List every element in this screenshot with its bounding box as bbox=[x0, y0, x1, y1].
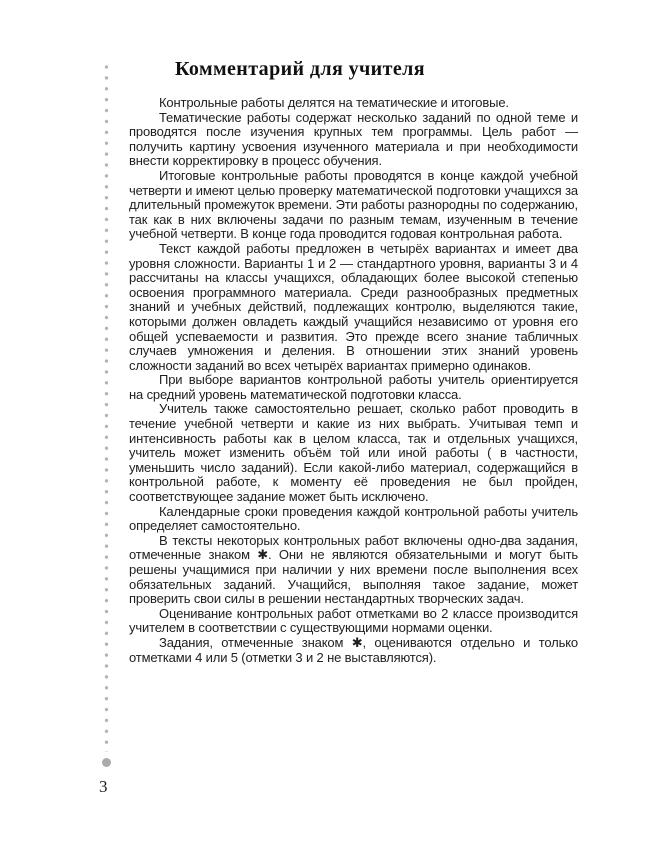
paragraph: Календарные сроки проведения каждой контрольной работы учитель определяет самостоятельно. bbox=[129, 503, 578, 534]
paragraph: Контрольные работы делятся на тематические и итоговые. bbox=[159, 95, 509, 110]
margin-end-dot bbox=[102, 758, 111, 767]
paragraph: В тексты некоторых контрольных работ включены одно-два задания, отмеченные знаком ✱. Они не являются обязательными и могут быть решены учащимися при наличии у них времени после выполнения всех обязательных заданий. Учащийся, выполняя такое задание, может проверить свои силы в решении нестандартных творческих задач. bbox=[129, 532, 578, 607]
paragraph: Текст каждой работы предложен в четырёх вариантах и имеет два уровня сложности. Варианты 1 и 2 — стандартного уровня, варианты 3 и 4 рассчитаны на классы учащихся, обладающих более высокой степенью освоения программного материала. Среди разнообразных предметных знаний и учебных действий, подлежащих контролю, выделяются такие, которыми должен овладеть каждый учащийся независимо от уровня его общей успеваемости и развития. Это прежде всего знание табличных случаев умножения и деления. В отношении этих знаний уровень сложности заданий во всех четырёх вариантах примерно одинаков. bbox=[129, 240, 578, 373]
paragraph: Задания, отмеченные знаком ✱, оцениваются отдельно и только отметками 4 или 5 (отметки 3 и 2 не выставляются). bbox=[129, 634, 578, 665]
paragraph: При выборе вариантов контрольной работы учитель ориентируется на средний уровень математической подготовки класса. bbox=[129, 372, 578, 402]
page-title: Комментарий для учителя bbox=[175, 58, 425, 80]
paragraph: Итоговые контрольные работы проводятся в конце каждой учебной четверти и имеют целью проверку математической подготовки учащихся за длительный промежуток времени. Эти работы разнородны по содержанию, так как в них включены задачи по разным темам, изученным в течение учебной четверти. В конце года проводится годовая контрольная работа. bbox=[129, 167, 578, 242]
page-number: 3 bbox=[99, 777, 108, 796]
page-content bbox=[129, 58, 578, 665]
dotted-margin-line bbox=[104, 62, 109, 752]
paragraph: Тематические работы содержат несколько заданий по одной теме и проводятся после изучения крупных тем программы. Цель работ — получить картину усвоения изученного материала и при необходимости внести корректировку в процесс обучения. bbox=[129, 109, 578, 169]
paragraph: Учитель также самостоятельно решает, сколько работ проводить в течение учебной четверти и какие из них выбрать. Учитывая темп и интенсивность работы как в целом класса, так и отдельных учащихся, учитель может изменить объём той или иной работы ( в частности, уменьшить число заданий). Если какой-либо материал, содержащийся в контрольной работе, к моменту её проведения не был пройден, соответствующее задание может быть исключено. bbox=[129, 401, 578, 505]
paragraph: Оценивание контрольных работ отметками во 2 классе производится учителем в соответствии с существующими нормами оценки. bbox=[129, 605, 578, 636]
